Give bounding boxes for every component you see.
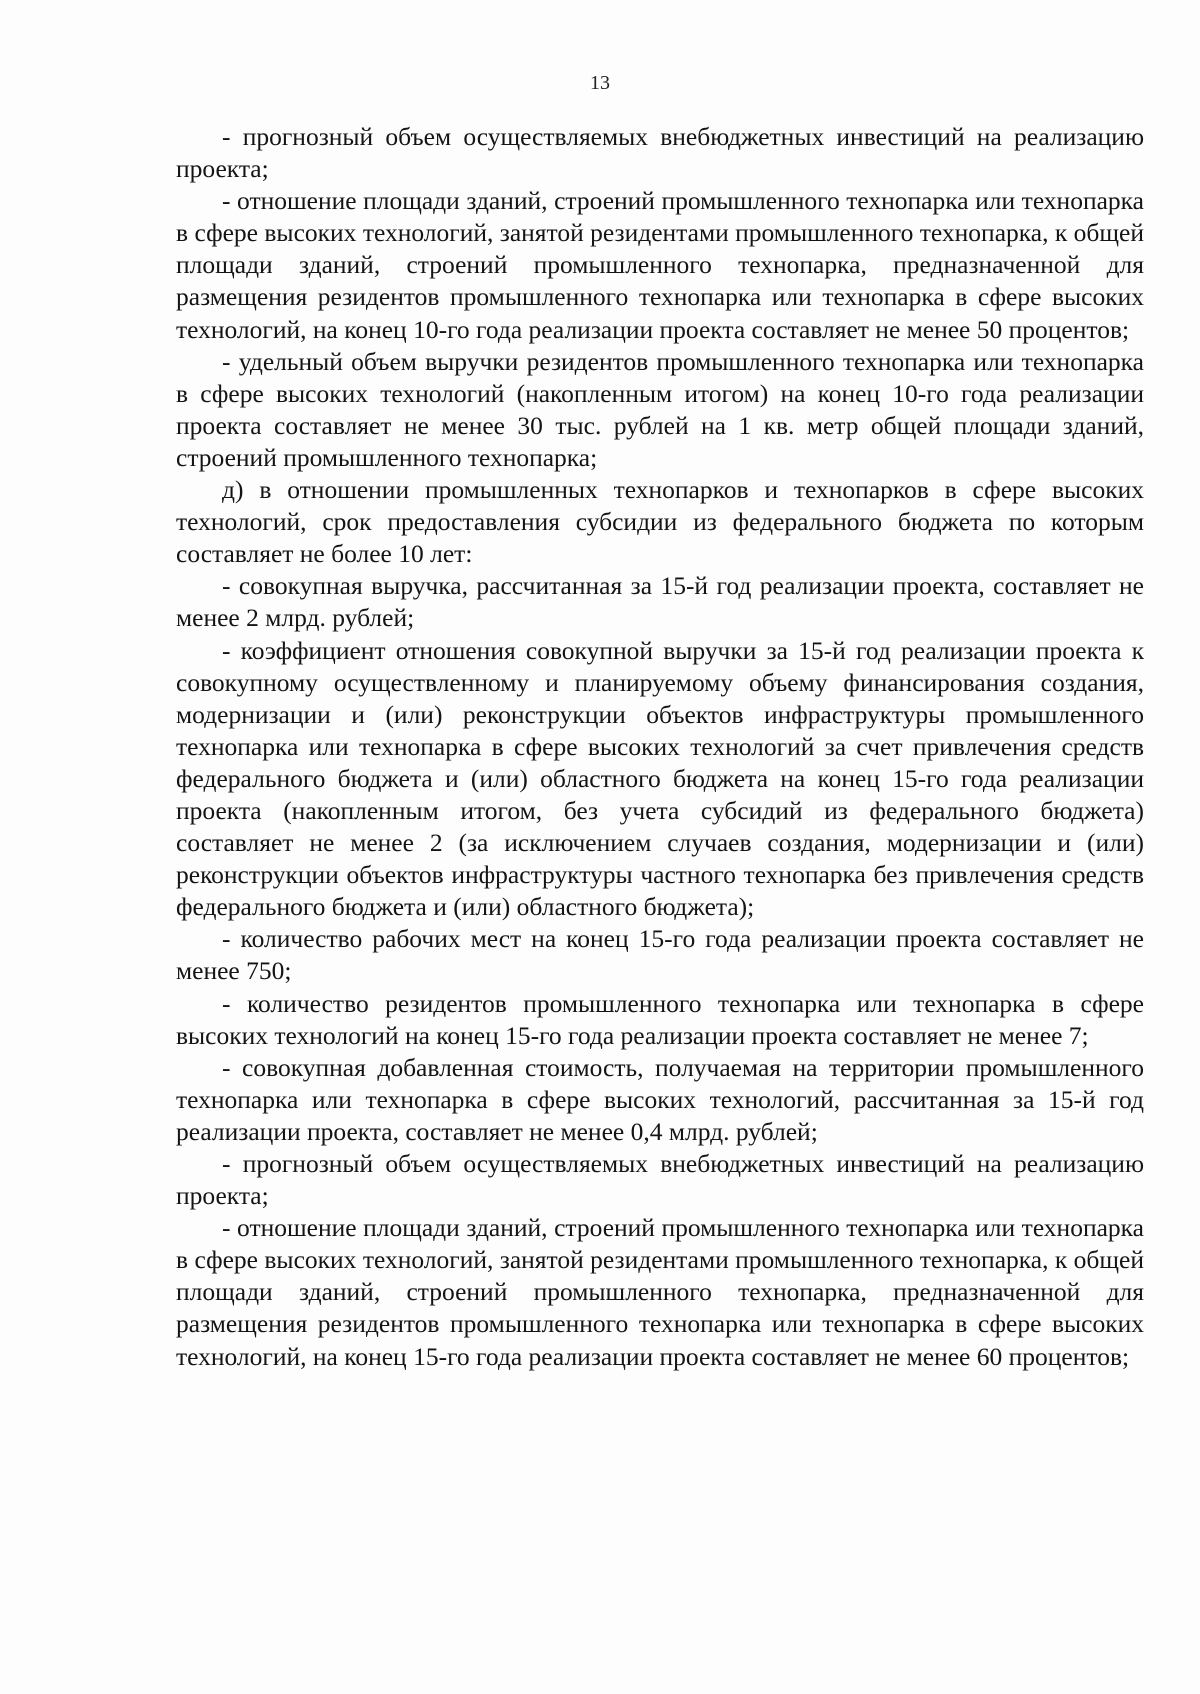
paragraph: д) в отношении промышленных технопарков и технопарков в сфере высоких технологий, срок предоставления субсидии из федерального бюджета по которым составляет не более 10 лет:	[176, 475, 1144, 569]
paragraph: - количество рабочих мест на конец 15-го года реализации проекта составляет не менее 750;	[176, 924, 1144, 986]
paragraph: - прогнозный объем осуществляемых внебюджетных инвестиций на реализацию проекта;	[176, 1149, 1144, 1211]
paragraph: - коэффициент отношения совокупной выручки за 15-й год реализации проекта к совокупному осуществленному и планируемому объему финансирования создания, модернизации и (или) реконструкции объектов инфраструктуры промышленного технопарка или технопарка в сфере высоких технологий за счет привлечения средств федерального бюджета и (или) областного бюджета на конец 15-го года реализации проекта (накопленным итогом, без учета субсидий из федерального бюджета) составляет не менее 2 (за исключением случаев создания, модернизации и (или) реконструкции объектов инфраструктуры частного технопарка без привлечения средств федерального бюджета и (или) областного бюджета);	[176, 635, 1144, 922]
paragraph: - прогнозный объем осуществляемых внебюджетных инвестиций на реализацию проекта;	[176, 122, 1144, 184]
paragraph: - удельный объем выручки резидентов промышленного технопарка или технопарка в сфере высоких технологий (накопленным итогом) на конец 10-го года реализации проекта составляет не менее 30 тыс. рублей на 1 кв. метр общей площади зданий, строений промышленного технопарка;	[176, 346, 1144, 472]
paragraph: - совокупная выручка, рассчитанная за 15-й год реализации проекта, составляет не менее 2 млрд. рублей;	[176, 571, 1144, 633]
paragraph: - количество резидентов промышленного технопарка или технопарка в сфере высоких технологий на конец 15-го года реализации проекта составляет не менее 7;	[176, 988, 1144, 1050]
document-body	[176, 121, 1144, 1373]
paragraph: - отношение площади зданий, строений промышленного технопарка или технопарка в сфере высоких технологий, занятой резидентами промышленного технопарка, к общей площади зданий, строений промышленного технопарка, предназначенной для размещения резидентов промышленного технопарка или технопарка в сфере высоких технологий, на конец 15-го года реализации проекта составляет не менее 60 процентов;	[176, 1213, 1144, 1371]
paragraph: - отношение площади зданий, строений промышленного технопарка или технопарка в сфере высоких технологий, занятой резидентами промышленного технопарка, к общей площади зданий, строений промышленного технопарка, предназначенной для размещения резидентов промышленного технопарка или технопарка в сфере высоких технологий, на конец 10-го года реализации проекта составляет не менее 50 процентов;	[176, 186, 1144, 344]
page-number: 13	[590, 72, 610, 94]
paragraph: - совокупная добавленная стоимость, получаемая на территории промышленного технопарка или технопарка в сфере высоких технологий, рассчитанная за 15-й год реализации проекта, составляет не менее 0,4 млрд. рублей;	[176, 1052, 1144, 1146]
